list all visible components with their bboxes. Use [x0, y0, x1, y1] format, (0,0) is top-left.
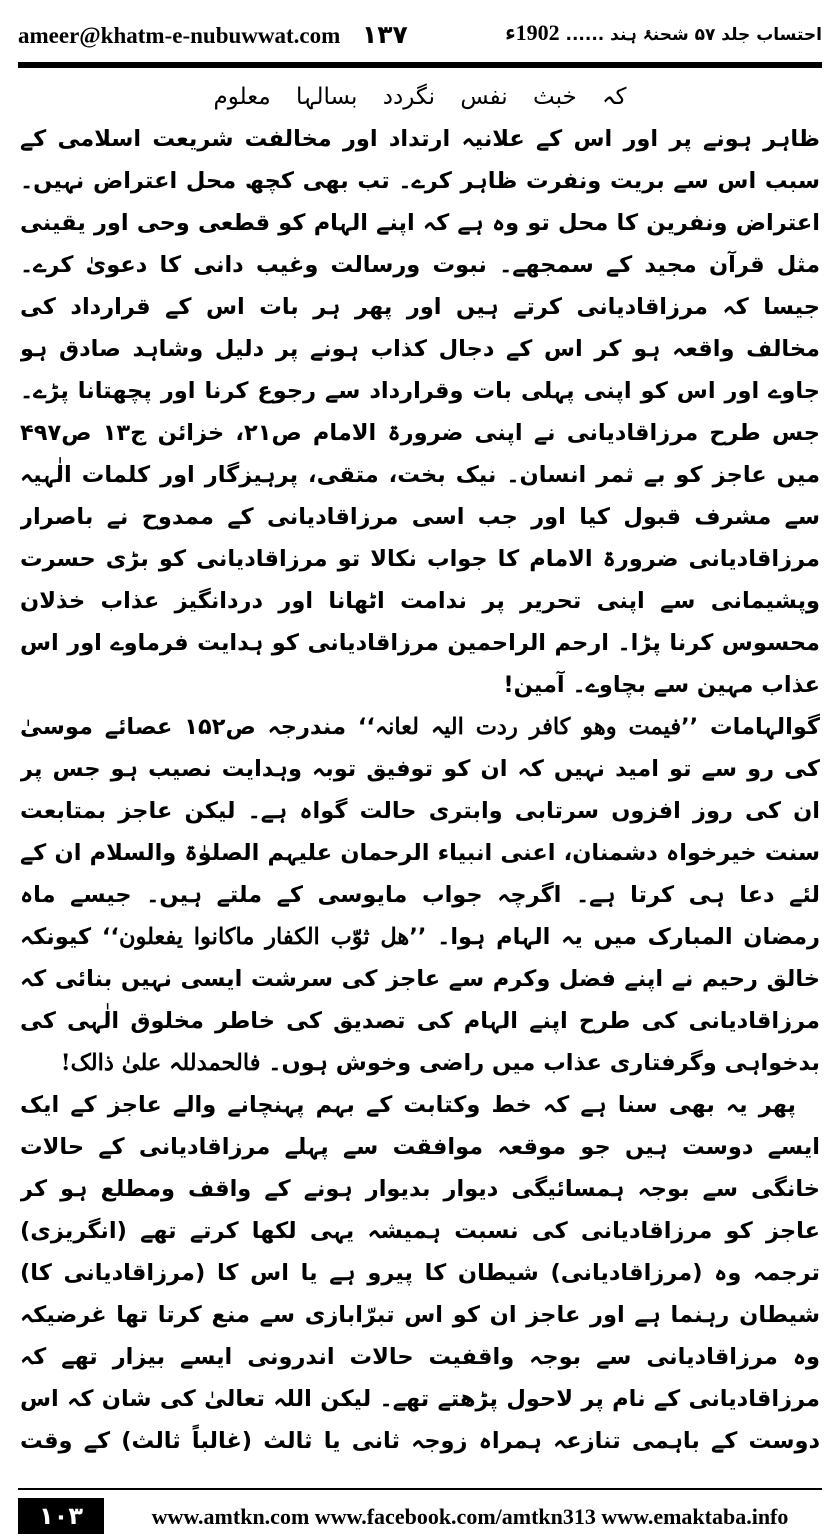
p2-rest: ‘‘ مندرجہ ص۱۵۲ عصائے موسیٰ کی رو سے تو امید نہیں کہ ان کو توفیق توبہ وہدایت نصیب ہو جس پر ان کی روز افزوں سرتابی وابتری حالت گواہ ہے۔ لیکن عاجز بمتابعت سنت خیرخواہ دشمنان، اعنی انبیاء الرحمان علیہم الصلوٰۃ والسلام ان کے لئے دعا ہی کرتا ہے۔ اگرچہ جواب مایوسی کے ملتے ہیں۔ جیسے ماہ رمضان المبارک میں یہ الہام ہوا۔ ’’ — [20, 714, 820, 950]
page-body — [20, 76, 820, 1471]
verse-line: کہ خبث نفس نگردد بسالہا معلوم — [213, 84, 627, 110]
header-rule — [18, 62, 822, 68]
paragraph-1: ظاہر ہونے پر اور اس کے علانیہ ارتداد اور مخالفت شریعت اسلامی کے سبب اس سے بریت ونفرت ظاہر کرے۔ تب بھی کچھ محل اعتراض نہیں۔ اعتراض ونفرین کا محل تو وہ ہے کہ اپنے الہام کو قطعی وحی اور یقینی مثل قرآن مجید کے سمجھے۔ نبوت ورسالت وغیب دانی کا دعویٰ کرے۔ جیسا کہ مرزاقادیانی کرتے ہیں اور پھر ہر بات اس کے قرارداد کی مخالف واقعہ ہو کر اس کے دجال کذاب ہونے پر دلیل وشاہد صادق ہو جاوے اور اس کو اپنی پہلی بات وقرارداد سے رجوع کرنا اور پچھتانا پڑے۔ جس طرح مرزاقادیانی نے اپنی ضرورۃ الامام ص۲۱، خزائن ج۱۳ ص۴۹۷ میں عاجز کو بے ثمر انسان۔ نیک بخت، متقی، پرہیزگار اور کلمات الٰہیہ سے مشرف قبول کیا اور جب اسی مرزاقادیانی کے ممدوح نے باصرار مرزاقادیانی ضرورۃ الامام کا جواب نکالا تو مرزاقادیانی کو بڑی حسرت وپشیمانی سے اپنی تحریر پر ندامت اٹھانا اور دردانگیز عذاب خذلان محسوس کرنا پڑا۔ ارحم الراحمین مرزاقادیانی کو ہدایت فرماوے اور اس عذاب مہین سے بچاوے۔ آمین! — [20, 126, 820, 698]
paragraph-3: پھر یہ بھی سنا ہے کہ خط وکتابت کے بہم پہنچانے والے عاجز کے ایک ایسے دوست ہیں جو موقعہ موافقت سے پہلے مرزاقادیانی کے حالات خانگی سے بوجہ ہمسائیگی دیوار بدیوار ہونے کے واقف ومطلع ہو کر عاجز کو مرزاقادیانی کی نسبت ہمیشہ یہی لکھا کرتے تھے (انگریزی) ترجمہ وہ (مرزاقادیانی) شیطان کا پیرو ہے یا اس کا (مرزاقادیانی کا) شیطان رہنما ہے اور عاجز ان کو اس تبرّابازی سے منع کرتا تھا غرضیکہ وہ مرزاقادیانی سے بوجہ واقفیت حالات اندرونی ایسے بیزار تھے کہ مرزاقادیانی کے نام پر لاحول پڑھتے تھے۔ لیکن اللہ تعالیٰ کی شان کہ اس دوست کے باہمی تنازعہ ہمراہ زوجہ ثانی یا ثالث (غالباً ثالث) کے وقت — [20, 1092, 820, 1454]
p2-closing: فالحمدللہ علیٰ ذالک! — [60, 1050, 261, 1076]
header-email[interactable]: ameer@khatm-e-nubuwwat.com — [18, 23, 341, 48]
arabic-quote-1: فیمت وھو کافر ردت الیہ لعانہ — [374, 714, 682, 740]
header-dots: ...... — [565, 25, 605, 45]
p2-end: ‘‘ کیونکہ خالق رحیم نے اپنے فضل وکرم سے عاجز کی سرشت ایسی نہیں بنائی کہ مرزاقادیانی کی طرح اپنے الہام کی تصدیق کی خاطر مخلوق الٰہی کی بدخواہی وگرفتاری عذاب میں راضی وخوش ہوں۔ — [20, 924, 820, 1076]
header-year: 1902ء — [505, 20, 560, 45]
arabic-quote-2: ھل ثوّب الکفار ماکانوا یفعلون — [118, 924, 410, 950]
header-left — [18, 20, 408, 49]
header-title: احتساب جلد ۵۷ شحنۂ ہند — [610, 25, 822, 45]
header-page-number: ۱۳۷ — [362, 20, 408, 49]
header-right — [505, 20, 822, 46]
page-header — [18, 14, 822, 58]
footer-rule — [18, 1488, 822, 1490]
footer-page-number: ۱۰۳ — [18, 1498, 104, 1534]
footer-urls[interactable]: www.amtkn.com www.facebook.com/amtkn313 www.emaktaba.info — [151, 1504, 789, 1529]
p2-start: گوالہامات ’’ — [681, 714, 820, 740]
page-footer — [18, 1496, 822, 1536]
paragraph-2 — [20, 706, 820, 1084]
